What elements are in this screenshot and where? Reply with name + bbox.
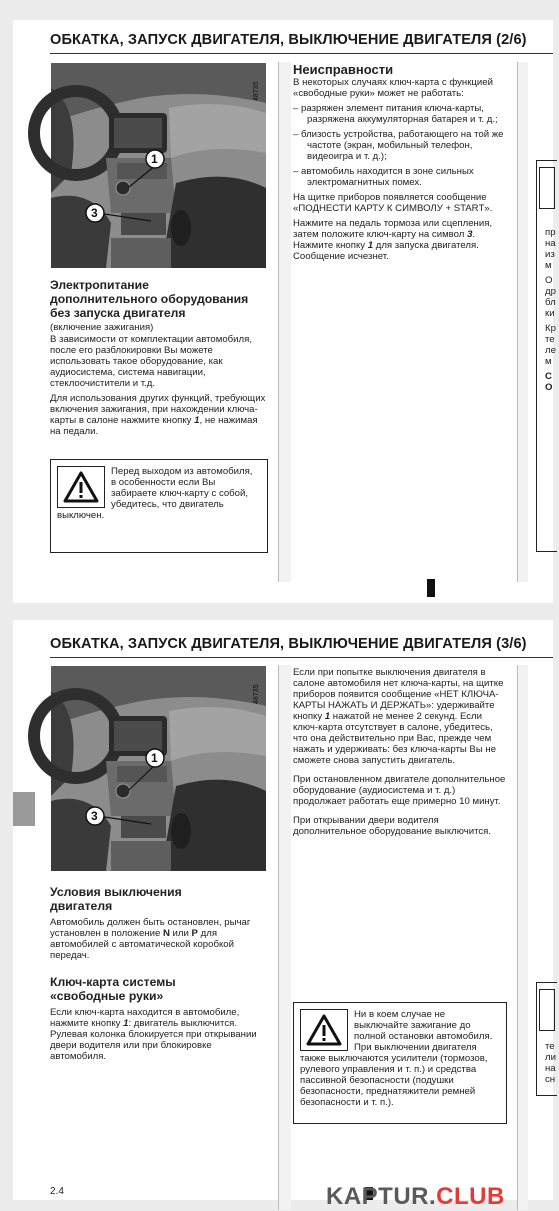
cropped-next-column-box — [536, 982, 557, 1096]
heading-line: Электропитание — [50, 278, 149, 292]
warning-box — [50, 459, 268, 553]
engine-stop-conditions-section — [50, 885, 268, 1066]
page-title: ОБКАТКА, ЗАПУСК ДВИГАТЕЛЯ, ВЫКЛЮЧЕНИЕ ДВИГАТЕЛЯ (2/6) — [50, 32, 527, 48]
manual-page-2-of-6 — [13, 20, 556, 603]
section-subheading: (включение зажигания) — [50, 322, 154, 333]
photo-code: 48735 — [253, 684, 260, 704]
paragraph: Если при попытке выключения двигателя в салоне автомобиля нет ключа-карты, на щитке приборов появится сообщение «НЕТ КЛЮЧА-КАРТЫ НАЖАТЬ И ДЕРЖАТЬ»: удерживайте кнопку 1 нажатой не менее 2 секунд. Если ключ-карта отсутствует в салоне, убедитесь, что она действительно при Вас, прежде чем нажать и удерживать: без ключа-карты Вы не сможете снова запустить двигатель. — [293, 667, 504, 766]
dashboard-photo — [51, 63, 266, 268]
list-item: – автомобиль находится в зоне сильных электромагнитных помех. — [293, 166, 474, 188]
no-key-card-section — [293, 667, 509, 841]
heading-line: без запуска двигателя — [50, 306, 186, 320]
warning-triangle-icon — [539, 989, 555, 1031]
section-heading — [50, 975, 268, 1003]
warning-text: Перед выходом из автомобиля, в особенности если Вы забираете ключ-карту с собой, убедитесь, что двигатель выключен. — [57, 466, 253, 521]
list-item: – разряжен элемент питания ключа-карты, разряжена аккумуляторная батарея и т. д.; — [293, 103, 498, 125]
warning-triangle-icon — [57, 466, 105, 508]
warning-box — [293, 1002, 507, 1124]
dashboard-illustration — [51, 63, 266, 268]
heading-line: Условия выключения — [50, 885, 182, 899]
paragraph: В зависимости от комплектации автомобиля, после его разблокировки Вы можете использовать такое оборудование, как аудиосистема, система навигации, стеклоочистители и т.д. — [50, 334, 252, 389]
paragraph: На щитке приборов появляется сообщение «ПОДНЕСТИ КАРТУ К СИМВОЛУ + START». — [293, 192, 493, 214]
chapter-tab — [13, 792, 35, 826]
cropped-next-column-box — [536, 160, 557, 552]
paragraph: Нажмите на педаль тормоза или сцепления, затем положите ключ-карту на символ 3. Нажмите кнопку 1 для запуска двигателя. Сообщение исчезнет. — [293, 218, 493, 262]
paragraph: Для использования других функций, требующих включения зажигания, при нахождении ключа-карты в салоне нажмите кнопку 1, не нажимая на педали. — [50, 393, 266, 437]
page-edge-marker — [427, 579, 435, 597]
callout-1-label: 1 — [151, 152, 158, 166]
dashboard-illustration — [51, 666, 266, 871]
power-supply-section — [50, 278, 268, 441]
title-rule — [50, 657, 553, 658]
list-item: – близость устройства, работающего на той же частоте (экран, мобильный телефон, видеоигра и т. д.); — [293, 129, 504, 162]
section-heading — [50, 278, 268, 320]
paragraph: При остановленном двигателе дополнительное оборудование (аудиосистема и т. д.) продолжает работать еще примерно 10 минут. — [293, 774, 506, 807]
section-heading: Неисправности — [293, 62, 394, 77]
photo-code: 48735 — [253, 81, 260, 101]
page-number: 2.4 — [50, 1186, 64, 1197]
callout-3-label: 3 — [91, 809, 98, 823]
title-rule — [50, 53, 553, 54]
cropped-text: те ли на сн — [545, 1041, 556, 1085]
section-heading — [50, 885, 268, 913]
cropped-text: пр на из м О др бл ки Кр те ле м С О — [545, 227, 556, 393]
warning-triangle-icon — [300, 1009, 348, 1051]
heading-line: двигателя — [50, 899, 113, 913]
paragraph: В некоторых случаях ключ-карта с функцией «свободные руки» может не работать: — [293, 77, 493, 99]
dashboard-photo — [51, 666, 266, 871]
column-gutter — [279, 665, 291, 1210]
heading-line: Ключ-карта системы — [50, 975, 176, 989]
paragraph: Если ключ-карта находится в автомобиле, нажмите кнопку 1: двигатель выключится. Рулевая колонка блокируется при открывании двери водителя или при блокировке автомобиля. — [50, 1007, 257, 1062]
heading-line: «свободные руки» — [50, 989, 164, 1003]
site-watermark: KAPTUR.CLUB — [326, 1183, 505, 1210]
warning-text: Ни в коем случае не выключайте зажигание до полной остановки автомобиля. При выключении двигателя также выключаются усилители (тормозов, рулевого управления и т. п.) и средства пассивной безопасности (подушки безопасности, преднатяжители ремней безопасности и т. п.). — [300, 1009, 493, 1108]
column-gutter — [518, 665, 528, 1210]
paragraph: Автомобиль должен быть остановлен, рычаг установлен в положение N или P для автомобилей с автоматической коробкой передач. — [50, 917, 251, 961]
column-gutter — [279, 62, 291, 582]
page-title: ОБКАТКА, ЗАПУСК ДВИГАТЕЛЯ, ВЫКЛЮЧЕНИЕ ДВИГАТЕЛЯ (3/6) — [50, 636, 527, 652]
callout-3-label: 3 — [91, 206, 98, 220]
callout-1-label: 1 — [151, 751, 158, 765]
heading-line: дополнительного оборудования — [50, 292, 249, 306]
manual-page-3-of-6 — [13, 620, 556, 1200]
paragraph: При открывании двери водителя дополнительное оборудование выключится. — [293, 815, 492, 837]
warning-triangle-icon — [539, 167, 555, 209]
malfunctions-section — [293, 62, 509, 266]
column-gutter — [518, 62, 528, 582]
